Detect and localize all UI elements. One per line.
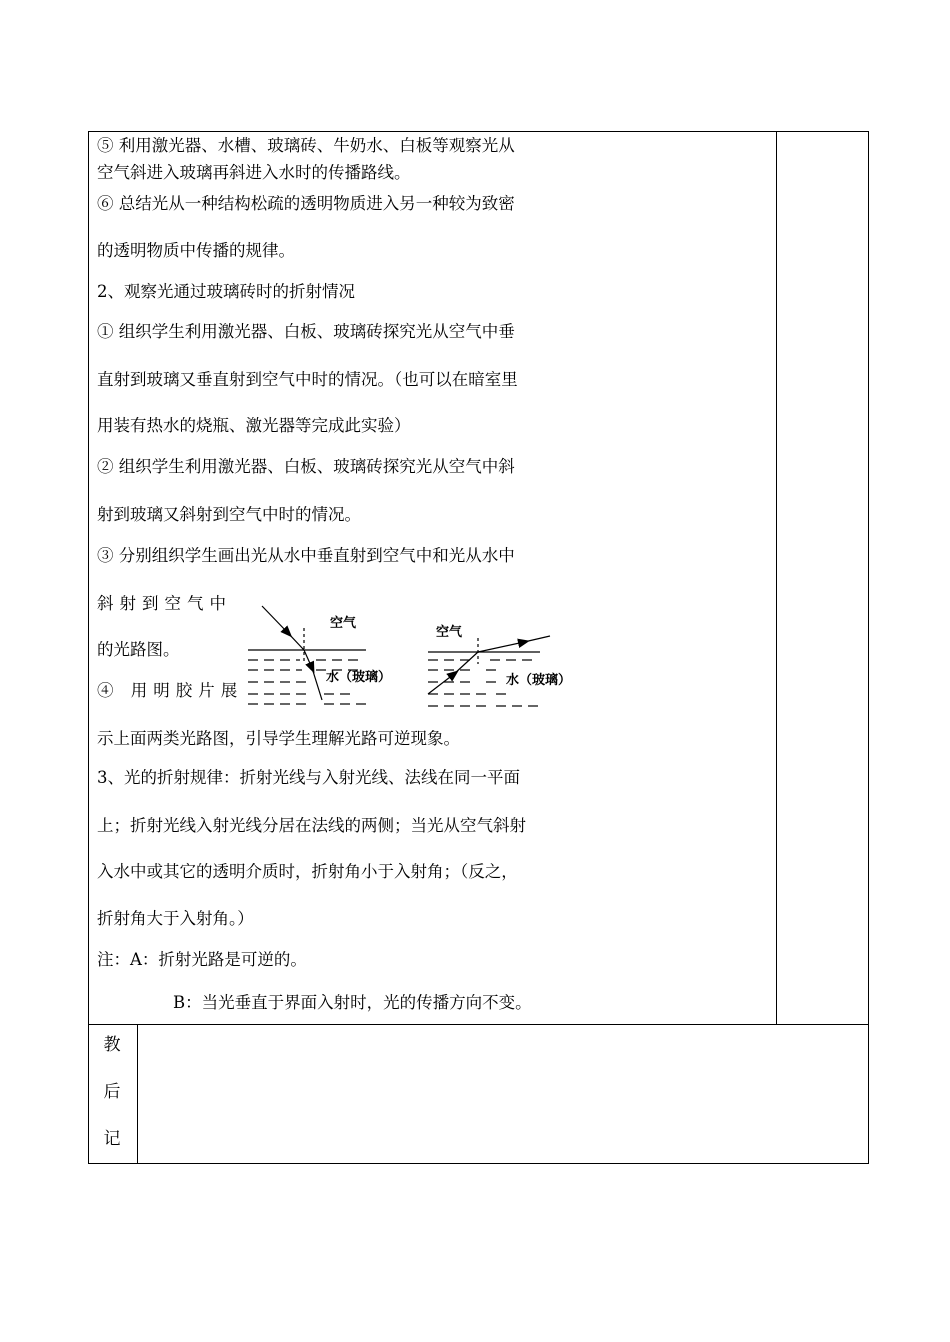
refraction-diagram-right — [424, 616, 594, 712]
text-line-13: 的光路图。 — [97, 640, 180, 659]
text-line-14: ④ 用明胶片展 — [97, 681, 244, 700]
text-line-15: 示上面两类光路图，引导学生理解光路可逆现象。 — [97, 729, 460, 748]
text-line-2: 空气斜进入玻璃再斜进入水时的传播路线。 — [97, 163, 411, 182]
text-line-21: B：当光垂直于界面入射时，光的传播方向不变。 — [173, 993, 532, 1012]
upper-column-divider — [776, 131, 777, 1025]
text-line-17: 上；折射光线入射光线分居在法线的两侧；当光从空气斜射 — [97, 816, 526, 835]
text-line-19: 折射角大于入射角。） — [97, 909, 254, 928]
text-line-6: ① 组织学生利用激光器、白板、玻璃砖探究光从空气中垂 — [97, 322, 515, 341]
text-line-5: 2、观察光通过玻璃砖时的折射情况 — [97, 282, 355, 301]
text-line-18: 入水中或其它的透明介质时，折射角小于入射角；（反之， — [97, 862, 518, 881]
diagram-right-top-label: 空气 — [436, 625, 463, 640]
refraction-diagram-left — [244, 600, 424, 712]
text-line-4: 的透明物质中传播的规律。 — [97, 241, 295, 260]
text-line-10: 射到玻璃又斜射到空气中时的情况。 — [97, 505, 361, 524]
text-line-16: 3、光的折射规律：折射光线与入射光线、法线在同一平面 — [97, 768, 520, 787]
text-line-1: ⑤ 利用激光器、水槽、玻璃砖、牛奶水、白板等观察光从 — [97, 136, 515, 155]
text-line-11: ③ 分别组织学生画出光从水中垂直射到空气中和光从水中 — [97, 546, 515, 565]
side-label-char-1: 教 — [103, 1035, 121, 1055]
lower-column-divider — [137, 1024, 138, 1164]
text-line-20: 注：A：折射光路是可逆的。 — [97, 950, 307, 969]
diagram-left-bottom-label: 水（玻璃） — [326, 670, 392, 685]
side-label-char-2: 后 — [103, 1082, 121, 1102]
text-line-9: ② 组织学生利用激光器、白板、玻璃砖探究光从空气中斜 — [97, 457, 515, 476]
side-label-char-3: 记 — [103, 1129, 121, 1149]
upper-table-border — [88, 131, 869, 1025]
text-line-3: ⑥ 总结光从一种结构松疏的透明物质进入另一种较为致密 — [97, 194, 515, 213]
lower-table-border — [88, 1024, 869, 1164]
text-line-8: 用装有热水的烧瓶、激光器等完成此实验） — [97, 416, 411, 435]
text-line-7: 直射到玻璃又垂直射到空气中时的情况。（也可以在暗室里 — [97, 370, 518, 389]
diagram-left-top-label: 空气 — [330, 616, 357, 631]
diagram-right-bottom-label: 水（玻璃） — [506, 673, 572, 688]
text-line-12: 斜射到空气中 — [97, 594, 232, 613]
